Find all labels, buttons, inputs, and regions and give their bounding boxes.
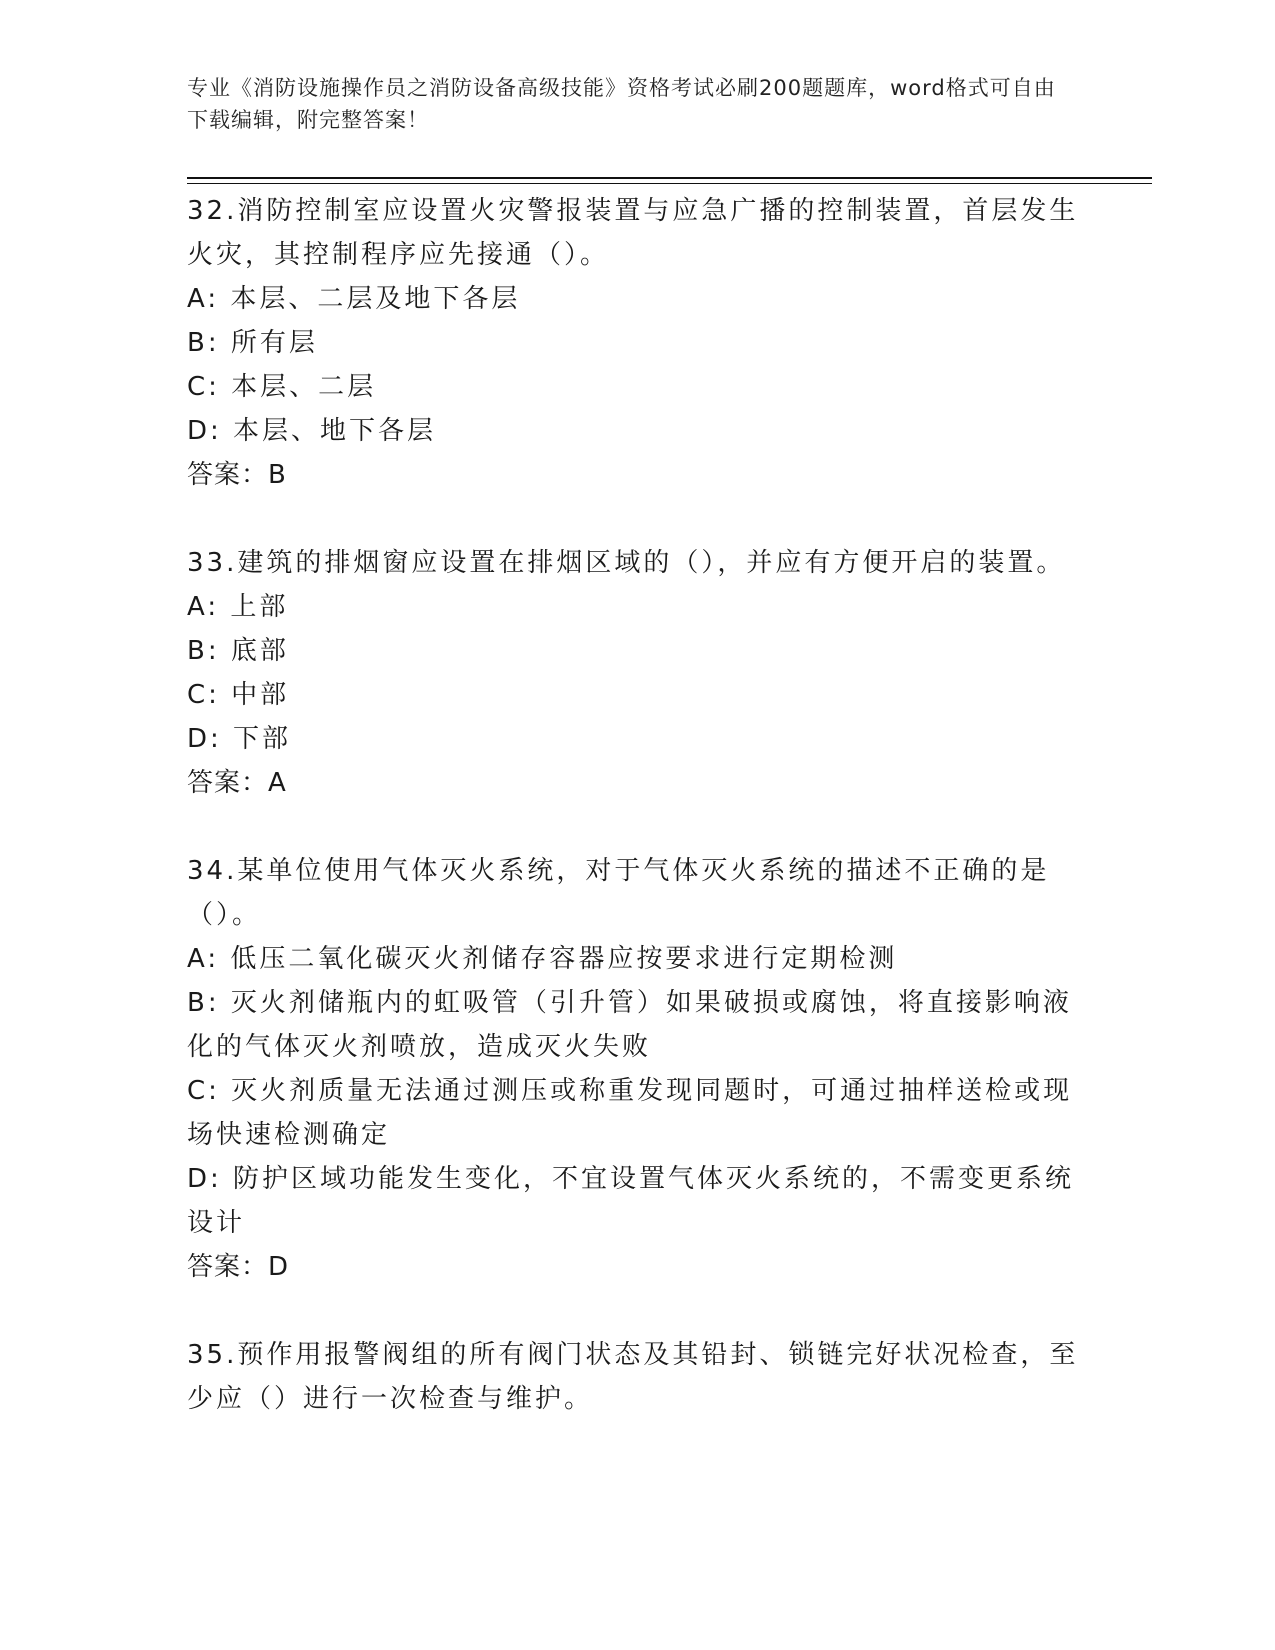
spacer — [187, 805, 1082, 849]
question-stem: 35.预作用报警阀组的所有阀门状态及其铅封、锁链完好状况检查，至少应（）进行一次检查与维护。 — [187, 1340, 1079, 1414]
option-d: D: 本层、地下各层 — [187, 416, 437, 446]
option-a: A: 上部 — [187, 592, 289, 622]
answer-line: 答案：B — [187, 460, 287, 490]
question-34 — [187, 849, 1082, 1289]
header-divider-thick — [187, 177, 1152, 179]
header-divider-thin — [187, 183, 1152, 184]
spacer — [187, 497, 1082, 541]
option-c: C: 灭火剂质量无法通过测压或称重发现同题时，可通过抽样送检或现场快速检测确定 — [187, 1076, 1073, 1150]
document-header: 专业《消防设施操作员之消防设备高级技能》资格考试必刷200题题库，word格式可自由下载编辑，附完整答案！ — [187, 76, 1056, 132]
option-a: A: 本层、二层及地下各层 — [187, 284, 521, 314]
spacer — [187, 1289, 1082, 1333]
question-stem: 32.消防控制室应设置火灾警报装置与应急广播的控制装置，首层发生火灾，其控制程序应先接通（）。 — [187, 196, 1079, 270]
question-35 — [187, 1333, 1082, 1421]
option-b: B: 底部 — [187, 636, 289, 666]
option-c: C: 本层、二层 — [187, 372, 377, 402]
option-b: B: 所有层 — [187, 328, 318, 358]
answer-line: 答案：D — [187, 1252, 290, 1282]
question-33 — [187, 541, 1082, 805]
question-list — [187, 189, 1082, 1421]
option-d: D: 防护区域功能发生变化，不宜设置气体灭火系统的，不需变更系统设计 — [187, 1164, 1075, 1238]
option-b: B: 灭火剂储瓶内的虹吸管（引升管）如果破损或腐蚀，将直接影响液化的气体灭火剂喷放，造成灭火失败 — [187, 988, 1072, 1062]
option-a: A: 低压二氧化碳灭火剂储存容器应按要求进行定期检测 — [187, 944, 898, 974]
question-stem: 34.某单位使用气体灭火系统，对于气体灭火系统的描述不正确的是（）。 — [187, 856, 1050, 930]
option-d: D: 下部 — [187, 724, 292, 754]
answer-line: 答案：A — [187, 768, 287, 798]
option-c: C: 中部 — [187, 680, 290, 710]
question-32 — [187, 189, 1082, 497]
question-stem: 33.建筑的排烟窗应设置在排烟区域的（），并应有方便开启的装置。 — [187, 548, 1066, 578]
